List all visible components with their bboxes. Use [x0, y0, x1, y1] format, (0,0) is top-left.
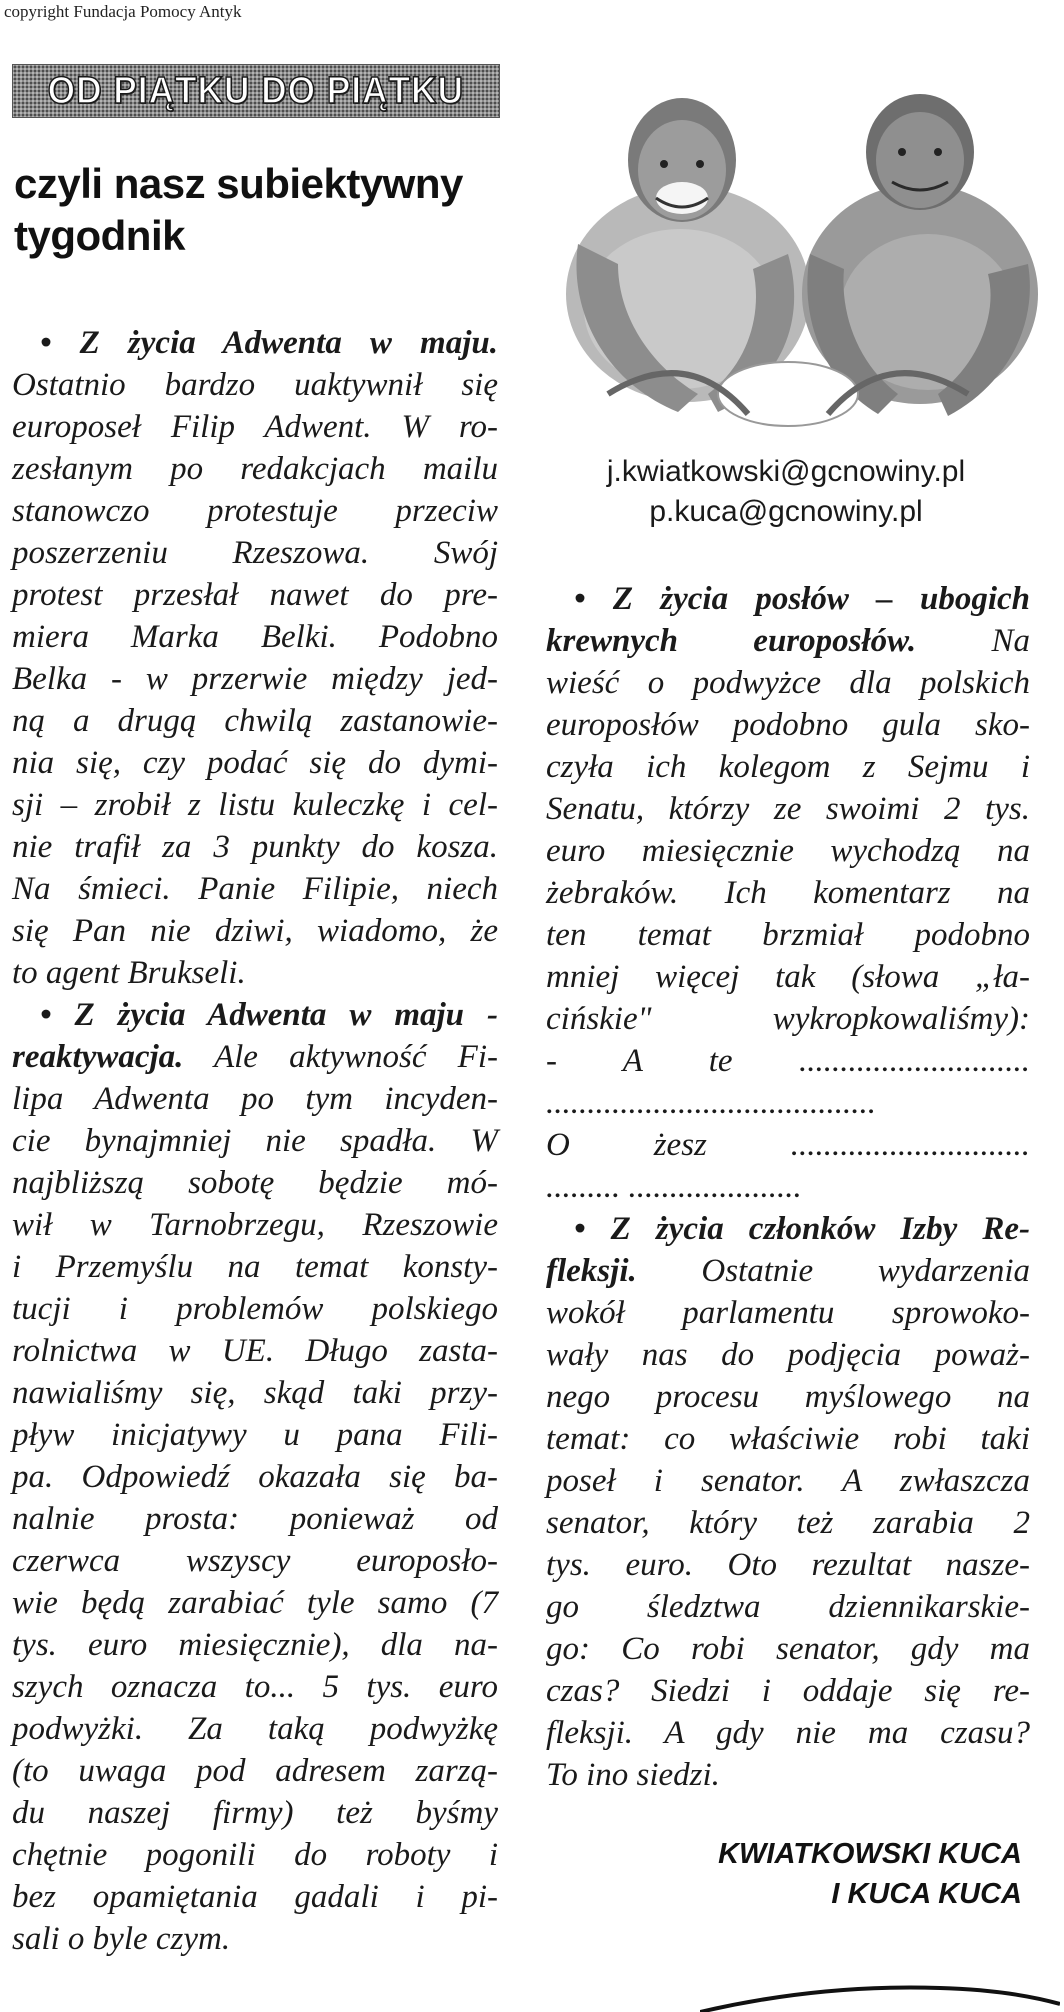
- article-line: [546, 1586, 1030, 1628]
- body-text: wieść o podwyżce dla polskich: [546, 665, 1030, 701]
- body-text: cińskie" wykropkowaliśmy):: [546, 1001, 1030, 1037]
- article-line: [12, 994, 498, 1036]
- body-text: rolnictwa w UE. Długo zasta-: [12, 1333, 498, 1369]
- article-line: [12, 490, 498, 532]
- body-text: czyła ich kolegom z Sejmu i: [546, 749, 1030, 785]
- article-line: [12, 1708, 498, 1750]
- body-text: tucji i problemów polskiego: [12, 1291, 498, 1327]
- body-text: Ale aktywność Fi-: [183, 1039, 498, 1075]
- body-text: Senatu, którzy ze swoimi 2 tys.: [546, 791, 1030, 827]
- bold-lead-in: • Z życia Adwenta w maju.: [40, 325, 498, 361]
- article-line: [546, 1250, 1030, 1292]
- body-text: sji – zrobił z listu kuleczkę i cel-: [12, 787, 498, 823]
- article-line: [12, 1666, 498, 1708]
- body-text: czerwca wszyscy europosło-: [12, 1543, 498, 1579]
- body-text: Na śmieci. Panie Filipie, niech: [12, 871, 498, 907]
- body-text: żebraków. Ich komentarz na: [546, 875, 1030, 911]
- body-text: pa. Odpowiedź okazała się ba-: [12, 1459, 498, 1495]
- body-text: go śledztwa dziennikarskie-: [546, 1589, 1030, 1625]
- body-text: wały nas do podjęcia poważ-: [546, 1337, 1030, 1373]
- right-article-column: [546, 578, 1030, 1796]
- body-text: tys. euro. Oto rezultat nasze-: [546, 1547, 1030, 1583]
- body-text: - A te ............................: [546, 1043, 1030, 1079]
- bold-lead-in: • Z życia posłów – ubogich: [574, 581, 1030, 617]
- article-line: [12, 868, 498, 910]
- body-text: protest przesłał nawet do pre-: [12, 577, 498, 613]
- article-line: [12, 1288, 498, 1330]
- article-line: [546, 830, 1030, 872]
- article-line: [546, 914, 1030, 956]
- article-line: [12, 700, 498, 742]
- bold-lead-in: reaktywacja.: [12, 1039, 184, 1075]
- scan-edge-decoration: [700, 1984, 1060, 2012]
- article-line: [546, 1208, 1030, 1250]
- article-line: [546, 662, 1030, 704]
- body-text: ........................................: [546, 1085, 876, 1121]
- article-line: [12, 1834, 498, 1876]
- article-line: [546, 1712, 1030, 1754]
- body-text: Belka - w przerwie między jed-: [12, 661, 498, 697]
- body-text: fleksji. A gdy nie ma czasu?: [546, 1715, 1030, 1751]
- article-line: [12, 532, 498, 574]
- article-line: [12, 1498, 498, 1540]
- body-text: euro miesięcznie wychodzą na: [546, 833, 1030, 869]
- article-line: [546, 1460, 1030, 1502]
- body-text: miera Marka Belki. Podobno: [12, 619, 498, 655]
- article-line: [546, 578, 1030, 620]
- article-line: [12, 1120, 498, 1162]
- article-line: [546, 1628, 1030, 1670]
- copyright-notice: copyright Fundacja Pomocy Antyk: [4, 2, 242, 21]
- column-subtitle: [14, 158, 494, 262]
- body-text: się Pan nie dziwi, wiadomo, że: [12, 913, 498, 949]
- body-text: Na: [916, 623, 1030, 659]
- article-line: [546, 704, 1030, 746]
- body-text: tys. euro miesięcznie), dla na-: [12, 1627, 498, 1663]
- article-line: [546, 620, 1030, 662]
- contact-emails: [548, 452, 1024, 532]
- body-text: nawialiśmy się, skąd taki przy-: [12, 1375, 498, 1411]
- article-line: [12, 1582, 498, 1624]
- body-text: nalnie prosta: ponieważ od: [12, 1501, 498, 1537]
- article-line: [12, 826, 498, 868]
- article-line: [12, 1036, 498, 1078]
- article-line: [546, 746, 1030, 788]
- body-text: pływ inicjatywy u pana Fili-: [12, 1417, 498, 1453]
- article-line: [546, 1124, 1030, 1166]
- subtitle-line-1: czyli nasz subiektywny: [14, 160, 463, 207]
- article-line: [12, 406, 498, 448]
- article-line: [546, 1544, 1030, 1586]
- article-line: [546, 1040, 1030, 1082]
- body-text: wie będą zarabiać tyle samo (7: [12, 1585, 498, 1621]
- body-text: ną a drugą chwilą zastanowie-: [12, 703, 498, 739]
- article-line: [12, 448, 498, 490]
- body-text: (to uwaga pod adresem zarzą-: [12, 1753, 498, 1789]
- body-text: go: Co robi senator, gdy ma: [546, 1631, 1030, 1667]
- body-text: du naszej firmy) też byśmy: [12, 1795, 498, 1831]
- signature-line-1: KWIATKOWSKI KUCA: [718, 1838, 1022, 1870]
- article-line: [12, 1876, 498, 1918]
- body-text: nia się, czy podać się do dymi-: [12, 745, 498, 781]
- article-line: [12, 952, 498, 994]
- article-line: [12, 1540, 498, 1582]
- article-line: [546, 788, 1030, 830]
- authors-photo: [548, 94, 1044, 434]
- body-text: temat: co właściwie robi taki: [546, 1421, 1030, 1457]
- body-text: wił w Tarnobrzegu, Rzeszowie: [12, 1207, 498, 1243]
- article-line: [12, 616, 498, 658]
- bold-lead-in: • Z życia Adwenta w maju -: [40, 997, 498, 1033]
- body-text: chętnie pogonili do roboty i: [12, 1837, 498, 1873]
- body-text: europosłów podobno gula sko-: [546, 707, 1030, 743]
- body-text: poseł i senator. A zwłaszcza: [546, 1463, 1030, 1499]
- article-line: [546, 1418, 1030, 1460]
- article-line: [12, 1750, 498, 1792]
- body-text: zesłanym po redakcjach mailu: [12, 451, 498, 487]
- article-line: [12, 322, 498, 364]
- article-line: [546, 956, 1030, 998]
- body-text: sali o byle czym.: [12, 1921, 231, 1957]
- body-text: i Przemyślu na temat konsty-: [12, 1249, 498, 1285]
- article-line: [12, 1456, 498, 1498]
- article-line: [546, 872, 1030, 914]
- column-banner-title: OD PIĄTKU DO PIĄTKU: [47, 69, 465, 112]
- article-line: [546, 1082, 1030, 1124]
- article-line: [12, 742, 498, 784]
- article-line: [546, 1166, 1030, 1208]
- article-line: [12, 1624, 498, 1666]
- article-line: [546, 1376, 1030, 1418]
- body-text: czas? Siedzi i oddaje się re-: [546, 1673, 1030, 1709]
- article-line: [12, 658, 498, 700]
- body-text: podwyżki. Za taką podwyżkę: [12, 1711, 498, 1747]
- body-text: nego procesu myślowego na: [546, 1379, 1030, 1415]
- article-line: [12, 1918, 498, 1960]
- body-text: ......... .....................: [546, 1169, 802, 1205]
- article-line: [12, 910, 498, 952]
- article-line: [546, 1292, 1030, 1334]
- article-line: [546, 998, 1030, 1040]
- article-line: [12, 1792, 498, 1834]
- body-text: ten temat brzmiał podobno: [546, 917, 1030, 953]
- article-line: [12, 1414, 498, 1456]
- body-text: szych oznacza to... 5 tys. euro: [12, 1669, 498, 1705]
- body-text: najbliższą sobotę będzie mó-: [12, 1165, 498, 1201]
- body-text: nie trafił za 3 punkty do kosza.: [12, 829, 498, 865]
- body-text: poszerzeniu Rzeszowa. Swój: [12, 535, 498, 571]
- bold-lead-in: • Z życia członków Izby Re-: [574, 1211, 1030, 1247]
- body-text: Ostatnio bardzo uaktywnił się: [12, 367, 498, 403]
- left-article-column: [12, 322, 498, 1960]
- authors-signature: [718, 1834, 1022, 1914]
- article-line: [12, 1330, 498, 1372]
- body-text: bez opamiętania gadali i pi-: [12, 1879, 498, 1915]
- body-text: wokół parlamentu sprowoko-: [546, 1295, 1030, 1331]
- article-line: [12, 1162, 498, 1204]
- article-line: [546, 1502, 1030, 1544]
- column-banner: [12, 64, 500, 118]
- body-text: O żesz .............................: [546, 1127, 1030, 1163]
- body-text: senator, który też zarabia 2: [546, 1505, 1030, 1541]
- article-line: [12, 1372, 498, 1414]
- bold-lead-in: krewnych europosłów.: [546, 623, 917, 659]
- email-kuca[interactable]: p.kuca@gcnowiny.pl: [649, 495, 923, 528]
- article-line: [546, 1754, 1030, 1796]
- signature-line-2: I KUCA KUCA: [831, 1878, 1022, 1910]
- body-text: stanowczo protestuje przeciw: [12, 493, 498, 529]
- body-text: To ino siedzi.: [546, 1757, 720, 1793]
- body-text: lipa Adwenta po tym incyden-: [12, 1081, 498, 1117]
- body-text: cie bynajmniej nie spadła. W: [12, 1123, 498, 1159]
- body-text: mniej więcej tak (słowa „ła-: [546, 959, 1030, 995]
- article-line: [546, 1670, 1030, 1712]
- subtitle-line-2: tygodnik: [14, 212, 185, 259]
- article-line: [12, 1246, 498, 1288]
- body-text: europoseł Filip Adwent. W ro-: [12, 409, 498, 445]
- body-text: Ostatnie wydarzenia: [636, 1253, 1030, 1289]
- article-line: [12, 574, 498, 616]
- bold-lead-in: fleksji.: [546, 1253, 637, 1289]
- article-line: [546, 1334, 1030, 1376]
- article-line: [12, 784, 498, 826]
- article-line: [12, 1078, 498, 1120]
- article-line: [12, 364, 498, 406]
- body-text: to agent Brukseli.: [12, 955, 246, 991]
- article-line: [12, 1204, 498, 1246]
- email-kwiatkowski[interactable]: j.kwiatkowski@gcnowiny.pl: [606, 455, 966, 488]
